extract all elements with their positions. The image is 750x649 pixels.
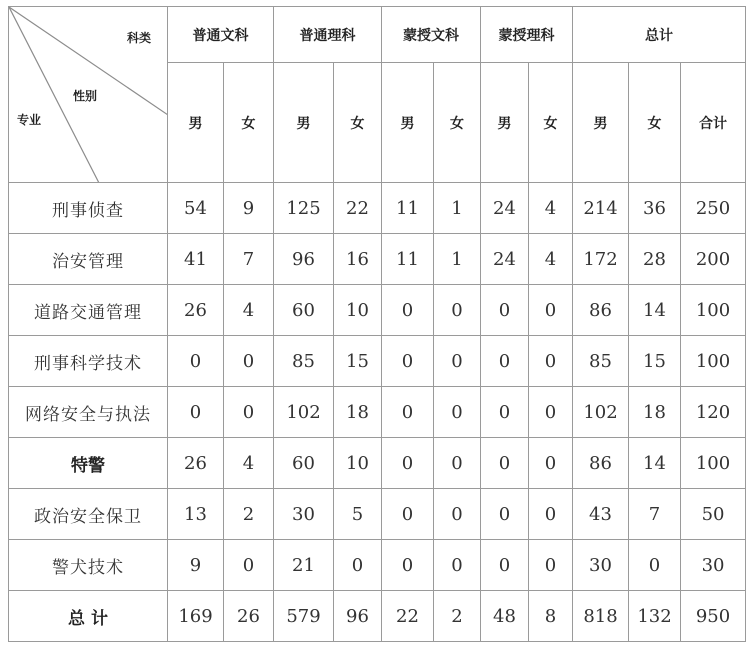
value-cell: 200	[681, 234, 746, 285]
value-cell: 0	[481, 438, 529, 489]
value-cell: 4	[529, 183, 573, 234]
table-row	[9, 183, 746, 234]
gender-header: 女	[434, 63, 481, 183]
value-cell: 14	[629, 285, 681, 336]
value-cell: 100	[681, 285, 746, 336]
value-cell: 1	[434, 234, 481, 285]
major-cell: 道路交通管理	[9, 285, 168, 336]
value-cell: 0	[481, 540, 529, 591]
major-cell: 刑事科学技术	[9, 336, 168, 387]
value-cell: 86	[573, 438, 629, 489]
table-row	[9, 285, 746, 336]
value-cell: 0	[224, 336, 274, 387]
group-header: 蒙授文科	[382, 7, 481, 63]
value-cell: 41	[168, 234, 224, 285]
value-cell: 0	[629, 540, 681, 591]
value-cell: 48	[481, 591, 529, 642]
value-cell: 0	[168, 336, 224, 387]
value-cell: 0	[168, 387, 224, 438]
value-cell: 7	[224, 234, 274, 285]
table-row	[9, 540, 746, 591]
value-cell: 0	[434, 489, 481, 540]
value-cell: 22	[334, 183, 382, 234]
value-cell: 11	[382, 234, 434, 285]
value-cell: 0	[529, 540, 573, 591]
value-cell: 21	[274, 540, 334, 591]
value-cell: 36	[629, 183, 681, 234]
value-cell: 0	[382, 387, 434, 438]
group-header: 蒙授理科	[481, 7, 573, 63]
value-cell: 120	[681, 387, 746, 438]
value-cell: 86	[573, 285, 629, 336]
value-cell: 85	[274, 336, 334, 387]
gender-header: 男	[573, 63, 629, 183]
value-cell: 9	[224, 183, 274, 234]
major-cell: 刑事侦查	[9, 183, 168, 234]
value-cell: 24	[481, 183, 529, 234]
group-header: 普通理科	[274, 7, 382, 63]
value-cell: 26	[168, 438, 224, 489]
value-cell: 250	[681, 183, 746, 234]
value-cell: 169	[168, 591, 224, 642]
corner-label-major: 专业	[17, 113, 42, 127]
value-cell: 0	[382, 489, 434, 540]
value-cell: 43	[573, 489, 629, 540]
value-cell: 30	[274, 489, 334, 540]
value-cell: 0	[481, 489, 529, 540]
value-cell: 4	[529, 234, 573, 285]
value-cell: 0	[529, 438, 573, 489]
enrollment-table	[8, 6, 746, 642]
major-cell: 特警	[9, 438, 168, 489]
total-row	[9, 591, 746, 642]
corner-label-gender: 性别	[73, 89, 98, 103]
table-row	[9, 438, 746, 489]
value-cell: 0	[382, 438, 434, 489]
value-cell: 15	[334, 336, 382, 387]
value-cell: 0	[529, 285, 573, 336]
total-header: 合计	[681, 63, 746, 183]
value-cell: 579	[274, 591, 334, 642]
gender-header: 女	[629, 63, 681, 183]
value-cell: 15	[629, 336, 681, 387]
value-cell: 0	[434, 285, 481, 336]
value-cell: 10	[334, 285, 382, 336]
value-cell: 13	[168, 489, 224, 540]
value-cell: 0	[529, 489, 573, 540]
value-cell: 24	[481, 234, 529, 285]
value-cell: 100	[681, 336, 746, 387]
value-cell: 0	[334, 540, 382, 591]
table-row	[9, 336, 746, 387]
value-cell: 0	[434, 438, 481, 489]
value-cell: 0	[382, 285, 434, 336]
corner-label-category: 科类	[126, 31, 151, 45]
value-cell: 2	[434, 591, 481, 642]
gender-header: 女	[529, 63, 573, 183]
value-cell: 11	[382, 183, 434, 234]
gender-header: 男	[481, 63, 529, 183]
value-cell: 950	[681, 591, 746, 642]
value-cell: 18	[629, 387, 681, 438]
value-cell: 16	[334, 234, 382, 285]
value-cell: 60	[274, 285, 334, 336]
value-cell: 0	[224, 387, 274, 438]
value-cell: 9	[168, 540, 224, 591]
table-row	[9, 387, 746, 438]
group-header: 普通文科	[168, 7, 274, 63]
major-cell: 网络安全与执法	[9, 387, 168, 438]
value-cell: 60	[274, 438, 334, 489]
value-cell: 0	[434, 336, 481, 387]
major-cell: 总 计	[9, 591, 168, 642]
value-cell: 0	[529, 336, 573, 387]
major-cell: 治安管理	[9, 234, 168, 285]
value-cell: 0	[481, 285, 529, 336]
gender-header: 女	[224, 63, 274, 183]
value-cell: 26	[168, 285, 224, 336]
corner-header-cell	[9, 7, 168, 183]
value-cell: 96	[274, 234, 334, 285]
value-cell: 1	[434, 183, 481, 234]
value-cell: 132	[629, 591, 681, 642]
value-cell: 2	[224, 489, 274, 540]
value-cell: 14	[629, 438, 681, 489]
value-cell: 102	[573, 387, 629, 438]
value-cell: 18	[334, 387, 382, 438]
group-header: 总计	[573, 7, 746, 63]
value-cell: 54	[168, 183, 224, 234]
value-cell: 5	[334, 489, 382, 540]
major-cell: 警犬技术	[9, 540, 168, 591]
gender-header: 女	[334, 63, 382, 183]
value-cell: 28	[629, 234, 681, 285]
table-row	[9, 234, 746, 285]
value-cell: 0	[382, 540, 434, 591]
value-cell: 125	[274, 183, 334, 234]
value-cell: 10	[334, 438, 382, 489]
value-cell: 22	[382, 591, 434, 642]
value-cell: 30	[681, 540, 746, 591]
value-cell: 8	[529, 591, 573, 642]
value-cell: 0	[434, 540, 481, 591]
value-cell: 4	[224, 438, 274, 489]
value-cell: 96	[334, 591, 382, 642]
major-cell: 政治安全保卫	[9, 489, 168, 540]
gender-header: 男	[168, 63, 224, 183]
value-cell: 214	[573, 183, 629, 234]
value-cell: 0	[481, 387, 529, 438]
value-cell: 4	[224, 285, 274, 336]
value-cell: 0	[224, 540, 274, 591]
value-cell: 0	[481, 336, 529, 387]
value-cell: 50	[681, 489, 746, 540]
gender-header: 男	[274, 63, 334, 183]
value-cell: 26	[224, 591, 274, 642]
table-row	[9, 489, 746, 540]
value-cell: 818	[573, 591, 629, 642]
value-cell: 7	[629, 489, 681, 540]
gender-header: 男	[382, 63, 434, 183]
value-cell: 30	[573, 540, 629, 591]
value-cell: 0	[529, 387, 573, 438]
value-cell: 102	[274, 387, 334, 438]
value-cell: 0	[382, 336, 434, 387]
header-row-groups	[9, 7, 746, 63]
value-cell: 100	[681, 438, 746, 489]
value-cell: 0	[434, 387, 481, 438]
value-cell: 85	[573, 336, 629, 387]
value-cell: 172	[573, 234, 629, 285]
